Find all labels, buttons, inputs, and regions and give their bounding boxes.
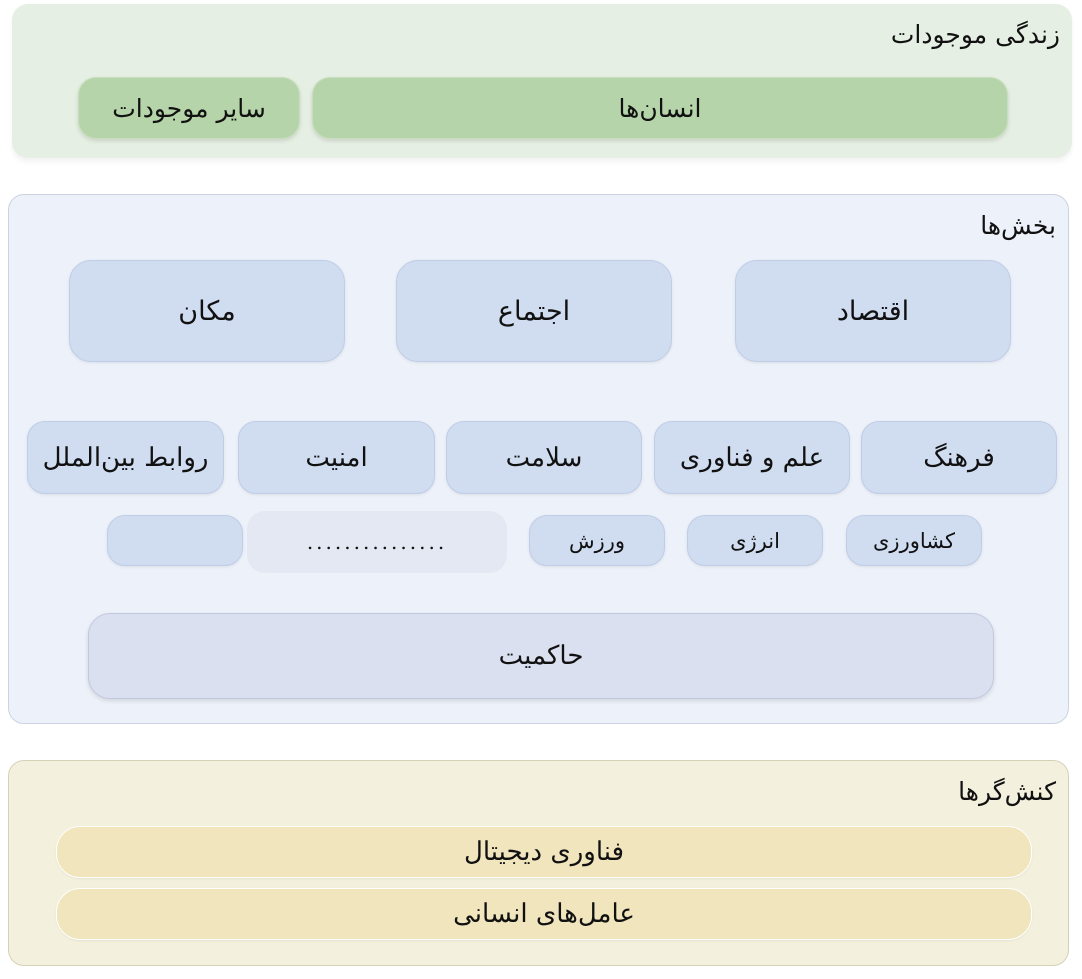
digital-technology-box: فناوری دیجیتال	[56, 826, 1032, 878]
sector-society: اجتماع	[396, 260, 672, 362]
sectors-panel	[8, 194, 1069, 724]
governance-box: حاکمیت	[88, 613, 994, 699]
sector-place: مکان	[69, 260, 345, 362]
sector-agriculture: کشاورزی	[846, 515, 982, 566]
sector-culture: فرهنگ	[861, 421, 1057, 494]
sector-economy: اقتصاد	[735, 260, 1011, 362]
sector-energy: انرژی	[687, 515, 823, 566]
actors-panel	[8, 760, 1069, 966]
sectors-panel-title: بخش‌ها	[980, 211, 1056, 240]
humans-box: انسان‌ها	[312, 77, 1008, 139]
life-panel-title: زندگی موجودات	[890, 20, 1060, 49]
other-beings-box: سایر موجودات	[78, 77, 300, 139]
sector-ellipsis: ...............	[247, 511, 507, 573]
sector-health: سلامت	[446, 421, 642, 494]
sector-science-technology: علم و فناوری	[654, 421, 850, 494]
sector-empty-slot	[107, 515, 243, 566]
human-agents-box: عامل‌های انسانی	[56, 888, 1032, 940]
sector-security: امنیت	[238, 421, 435, 494]
life-panel	[12, 4, 1072, 158]
actors-panel-title: کنش‌گرها	[958, 777, 1056, 806]
sector-international-relations: روابط بین‌الملل	[27, 421, 224, 494]
sector-sport: ورزش	[529, 515, 665, 566]
